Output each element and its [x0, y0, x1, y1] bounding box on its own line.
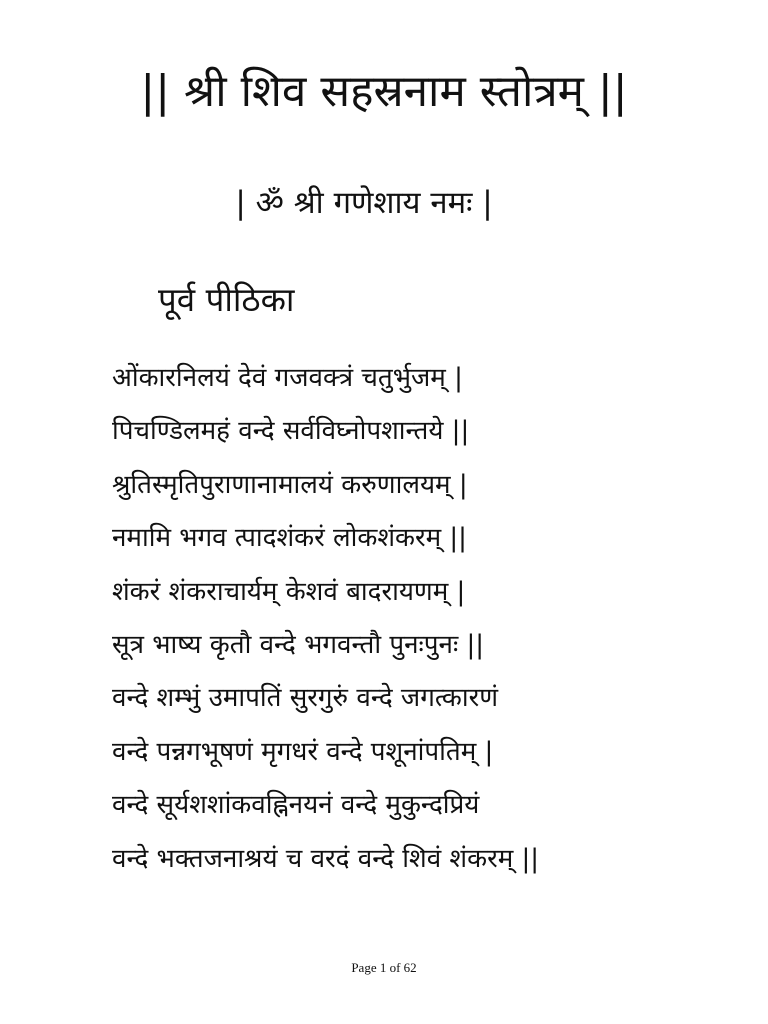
page-number-footer: Page 1 of 62 — [351, 960, 417, 975]
verse-block — [112, 352, 752, 886]
verse-line-5: शंकरं शंकराचार्यम् केशवं बादरायणम् | — [112, 576, 466, 607]
verse-line-7: वन्दे शम्भुं उमापतिं सुरगुरुं वन्दे जगत्कारणं — [112, 683, 499, 714]
verse-line-9: वन्दे सूर्यशशांकवह्निनयनं वन्दे मुकुन्दप्रियं — [112, 790, 480, 821]
verse-line-10: वन्दे भक्तजनाश्रयं च वरदं वन्दे शिवं शंकरम् || — [112, 843, 540, 874]
verse-line-1: ओंकारनिलयं देवं गजवक्त्रं चतुर्भुजम् | — [112, 363, 463, 393]
verse-line-6: सूत्र भाष्य कृतौ वन्दे भगवन्तौ पुनःपुनः || — [112, 629, 485, 660]
verse-line-3: श्रुतिस्मृतिपुराणानामालयं करुणालयम् | — [112, 469, 468, 500]
verse-line-2: पिचण्डिलमहं वन्दे सर्वविघ्नोपशान्तये || — [112, 416, 470, 447]
verse-line-4: नमामि भगव त्पादशंकरं लोकशंकरम् || — [112, 523, 467, 554]
invocation-line: | ॐ श्री गणेशाय नमः | — [235, 185, 493, 221]
document-title: || श्री शिव सहस्रनाम स्तोत्रम् || — [140, 66, 628, 117]
verse-line-8: वन्दे पन्नगभूषणं मृगधरं वन्दे पशूनांपतिम् | — [112, 736, 494, 767]
section-heading: पूर्व पीठिका — [158, 280, 295, 319]
